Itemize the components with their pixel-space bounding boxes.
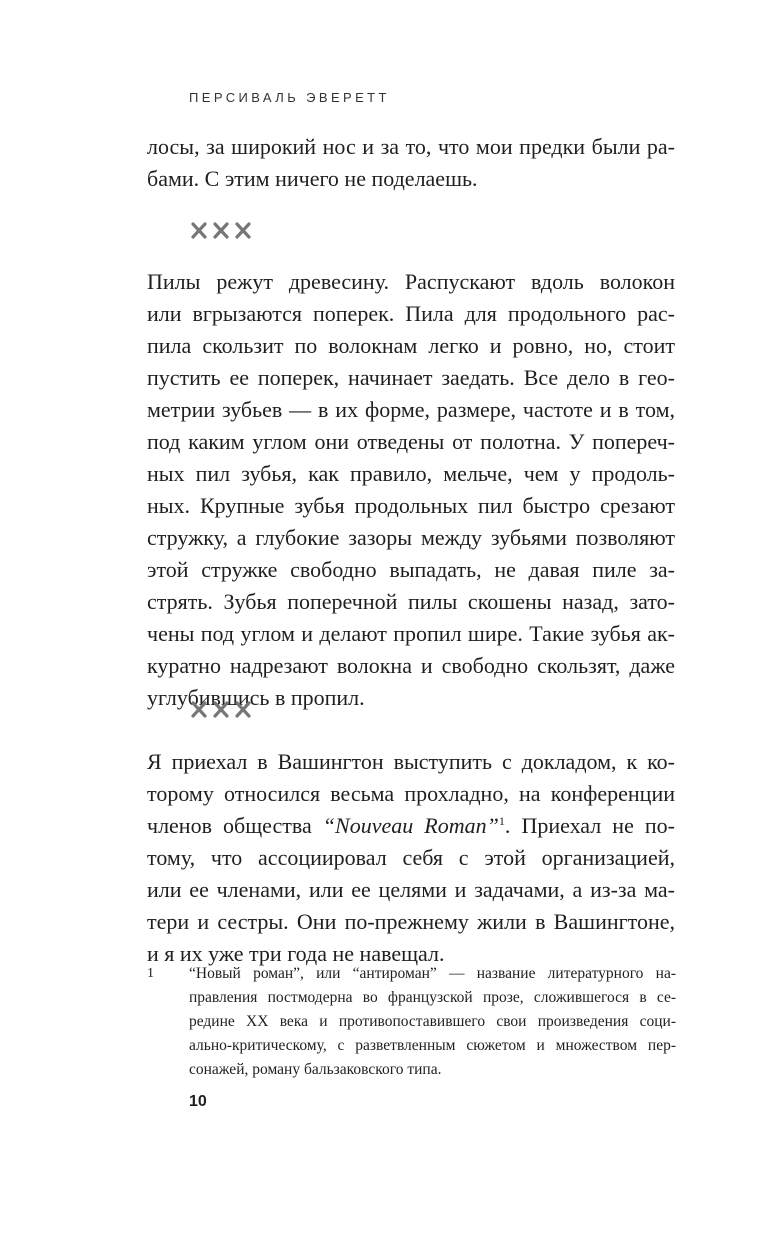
paragraph-3-line: торому относился весьма прохладно, на конференции xyxy=(147,781,675,806)
text-span: . Приехал не по- xyxy=(504,813,676,838)
paragraph-2-line: пустить ее поперек, начинает заедать. Все дело в гео- xyxy=(147,365,675,390)
paragraph-2-line: стружку, а глубокие зазоры между зубьями позволяют xyxy=(147,525,675,550)
paragraph-3-line: тери и сестры. Они по-прежнему жили в Вашингтоне, xyxy=(147,909,675,934)
paragraph-1-line: бами. С этим ничего не поделаешь. xyxy=(147,166,478,191)
paragraph-2-line: чены под углом и делают пропил шире. Такие зубья ак- xyxy=(147,621,675,646)
paragraph-1-line: лосы, за широкий нос и за то, что мои предки были ра- xyxy=(147,134,675,159)
page-number: 10 xyxy=(189,1093,207,1110)
paragraph-3-line xyxy=(147,810,675,842)
paragraph-2-line: этой стружке свободно выпадать, не давая пиле за- xyxy=(147,557,675,582)
paragraph-2-line: куратно надрезают волокна и свободно скользят, даже xyxy=(147,653,675,678)
section-separator xyxy=(189,698,255,720)
footnote-line: правления постмодерна во французской прозе, сложившегося в се- xyxy=(189,989,676,1006)
italic-term: “Nouveau Roman” xyxy=(322,813,499,838)
paragraph-2-line: ных пил зубья, как правило, мельче, чем у продоль- xyxy=(147,461,675,486)
paragraph-3-line: или ее членами, или ее целями и задачами, а из-за ма- xyxy=(147,877,675,902)
paragraph-3-line: тому, что ассоциировал себя с этой организацией, xyxy=(147,845,675,870)
paragraph-2-line: ных. Крупные зубья продольных пил быстро срезают xyxy=(147,493,675,518)
paragraph-2-line: или вгрызаются поперек. Пила для продольного рас- xyxy=(147,301,675,326)
text-span: членов общества xyxy=(147,813,323,838)
paragraph-2-line: метрии зубьев — в их форме, размере, частоте и в том, xyxy=(147,397,675,422)
footnote-line: “Новый роман”, или “антироман” — название литературного на- xyxy=(189,965,676,982)
paragraph-3-line: и я их уже три года не навещал. xyxy=(147,941,445,966)
footnote-number: 1 xyxy=(147,966,154,981)
footnote-line: ально-критическому, с разветвленным сюжетом и множеством пер- xyxy=(189,1037,676,1054)
paragraph-2-line: Пилы режут древесину. Распускают вдоль волокон xyxy=(147,269,675,294)
paragraph-2-line: стрять. Зубья поперечной пилы скошены назад, зато- xyxy=(147,589,675,614)
separator-crosses-icon xyxy=(189,219,255,241)
paragraph-3-line: Я приехал в Вашингтон выступить с докладом, к ко- xyxy=(147,749,675,774)
footnote-line: редине XX века и противопоставившего свои произведения соци- xyxy=(189,1013,676,1030)
footnote-line: сонажей, роману бальзаковского типа. xyxy=(189,1061,442,1078)
running-header: ПЕРСИВАЛЬ ЭВЕРЕТТ xyxy=(189,90,390,105)
section-separator xyxy=(189,219,255,241)
footnote-reference[interactable]: 1 xyxy=(498,814,505,828)
separator-crosses-icon xyxy=(189,698,255,720)
paragraph-2-line: пила скользит по волокнам легко и ровно, но, стоит xyxy=(147,333,675,358)
paragraph-2-line: под каким углом они отведены от полотна. У попереч- xyxy=(147,429,675,454)
paragraph-2-line: углубившись в пропил. xyxy=(147,685,365,710)
